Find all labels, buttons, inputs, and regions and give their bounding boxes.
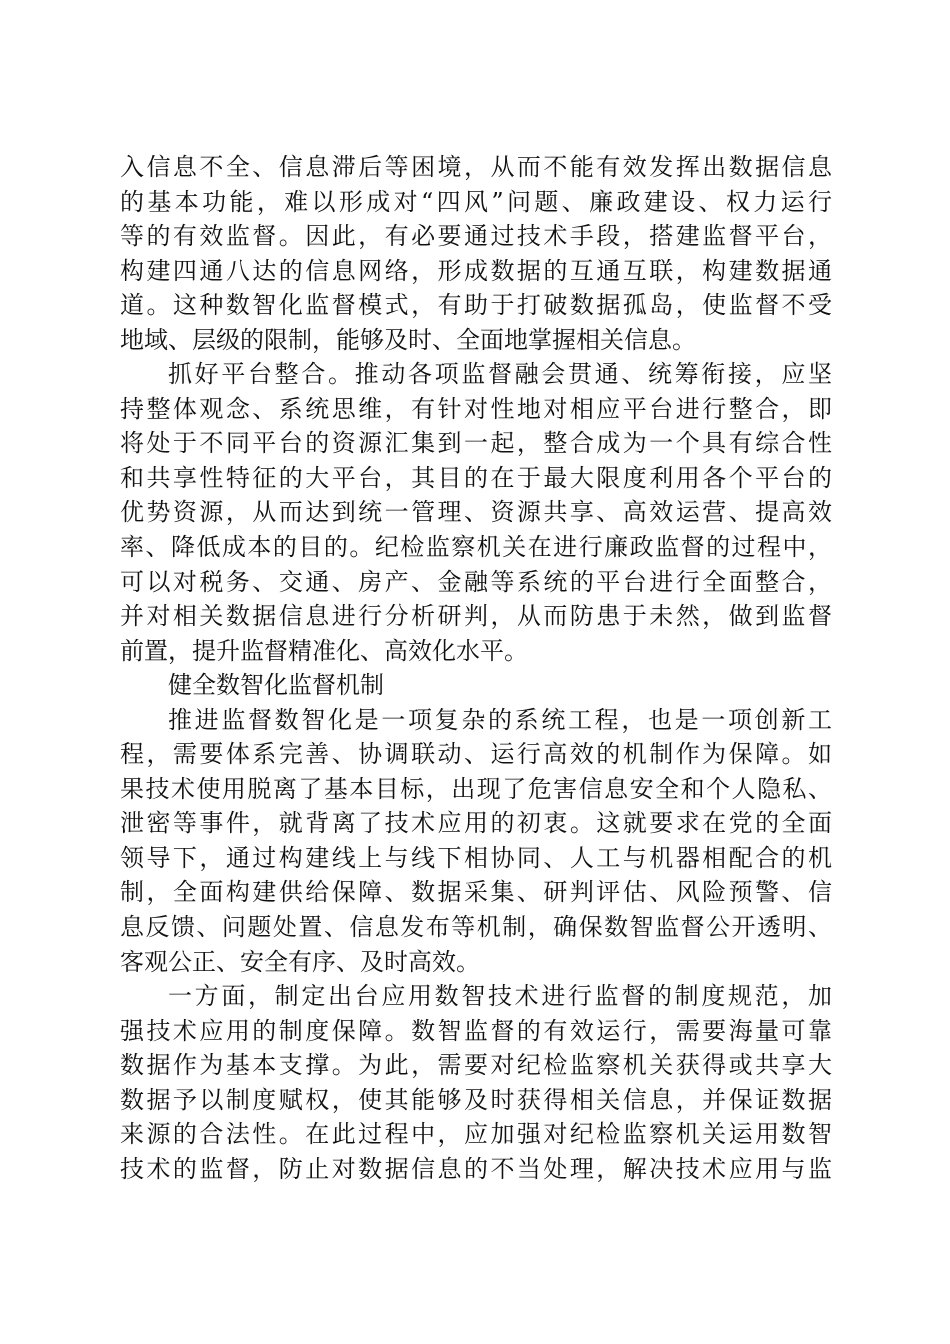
text-line: 泄密等事件，就背离了技术应用的初衷。这就要求在党的全面 [120, 809, 832, 838]
text-line: 息反馈、问题处置、信息发布等机制，确保数智监督公开透明、 [120, 913, 832, 942]
text-line: 优势资源，从而达到统一管理、资源共享、高效运营、提高效 [120, 498, 832, 527]
text-line: 并对相关数据信息进行分析研判，从而防患于未然，做到监督 [120, 602, 832, 631]
text-line: 的基本功能，难以形成对“四风”问题、廉政建设、权力运行 [120, 187, 832, 216]
document-page [120, 150, 832, 1186]
text-line: 果技术使用脱离了基本目标，出现了危害信息安全和个人隐私、 [120, 774, 832, 803]
text-line: 入信息不全、信息滞后等困境，从而不能有效发挥出数据信息 [120, 153, 832, 181]
text-line: 程，需要体系完善、协调联动、运行高效的机制作为保障。如 [120, 740, 832, 769]
text-line: 来源的合法性。在此过程中，应加强对纪检监察机关运用数智 [120, 1120, 832, 1149]
text-line: 制，全面构建供给保障、数据采集、研判评估、风险预警、信 [120, 878, 832, 907]
text-line: 等的有效监督。因此，有必要通过技术手段，搭建监督平台， [120, 222, 832, 251]
text-line: 客观公正、安全有序、及时高效。 [120, 947, 480, 976]
text-line: 将处于不同平台的资源汇集到一起，整合成为一个具有综合性 [120, 429, 832, 458]
text-line: 数据作为基本支撑。为此，需要对纪检监察机关获得或共享大 [120, 1051, 832, 1080]
text-line: 持整体观念、系统思维，有针对性地对相应平台进行整合，即 [120, 394, 832, 423]
paragraph-first-line: 推进监督数智化是一项复杂的系统工程，也是一项创新工 [168, 705, 832, 734]
text-line: 可以对税务、交通、房产、金融等系统的平台进行全面整合， [120, 567, 832, 596]
text-line: 地域、层级的限制，能够及时、全面地掌握相关信息。 [120, 325, 696, 354]
text-line: 强技术应用的制度保障。数智监督的有效运行，需要海量可靠 [120, 1016, 832, 1045]
text-line: 技术的监督，防止对数据信息的不当处理，解决技术应用与监 [120, 1154, 832, 1183]
text-line: 道。这种数智化监督模式，有助于打破数据孤岛，使监督不受 [120, 291, 832, 320]
section-heading: 健全数智化监督机制 [168, 671, 384, 700]
text-line: 率、降低成本的目的。纪检监察机关在进行廉政监督的过程中， [120, 533, 832, 562]
text-line: 领导下，通过构建线上与线下相协同、人工与机器相配合的机 [120, 843, 832, 872]
text-line: 和共享性特征的大平台，其目的在于最大限度利用各个平台的 [120, 463, 832, 492]
text-line: 数据予以制度赋权，使其能够及时获得相关信息，并保证数据 [120, 1085, 832, 1114]
paragraph-first-line: 抓好平台整合。推动各项监督融会贯通、统筹衔接，应坚 [168, 360, 832, 389]
text-line: 构建四通八达的信息网络，形成数据的互通互联，构建数据通 [120, 256, 832, 285]
paragraph-first-line: 一方面，制定出台应用数智技术进行监督的制度规范，加 [168, 982, 832, 1011]
text-line: 前置，提升监督精准化、高效化水平。 [120, 636, 528, 665]
